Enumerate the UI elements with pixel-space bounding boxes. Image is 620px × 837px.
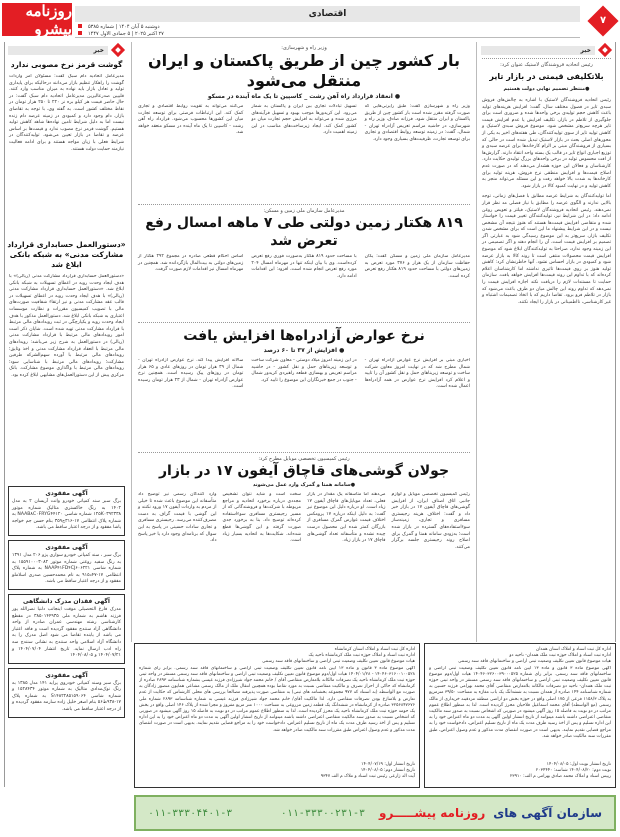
ad-title: آگهی مفقودی [45,671,88,679]
article-freeway-tolls [134,327,474,450]
notice-header: هیات موضوع قانون تعیین تکلیف وضعیت ثبتی اراضی و ساختمانهای فاقد سند رسمی [458,659,611,665]
ad-body: برگ سبز ، سند کمپانی خودرو سواری پژو ۲۰۶ مدل ۱۳۹۱ به رنگ سفید روغنی شماره موتور ۱۵۵۹۱۰۰۰۳۰۸۲ به شماره شاسی NAAP۴۱FD۴CJ۶۰۶۲۲۱ به شماره پلاک انتظامی ۱۷-۴۷د۹۱۵ به نام محمدحسین صدری اسلاملو مفقود و از درجه اعتبار ساقط می باشد. [12,552,122,585]
notice-header: اداره کل ثبت اسناد و املاک استان کرمانشاه [334,647,415,652]
right-column [478,42,616,642]
article-headline[interactable]: ۸۱۹ هکتار زمین دولتی طی ۷ ماهه امسال رفع تعرض شد [145,215,463,249]
notice-header: اداره ثبت اسناد و املاک حوزه ثبت ملک همدان- ناحیه دو [509,653,611,659]
article-body: «دستورالعمل حسابداری قرارداد مشارکت مدنی (ریالی)» با هدف ایجاد وحدت رویه در اعطای تسهیلات به شبکه بانکی ابلاغ شد. «دستورالعمل حسابداری قرارداد مشارکت مدنی (ریالی)» با هدف ایجاد وحدت رویه در اعطای تسهیلات در قالب عقد مشارکت مدنی و نیز ارتقاء شفافیت صورت‌های مالی با تصویب کمیسیون مقررات و نظارت موسسات اعتباری به شبکه بانکی ابلاغ شد. دستورالعمل مذکور با هدف ایجاد وحدت رویه و یکپارچگی در ثبت رویدادهای مالی مرتبط با قرارداد مشارکت مدنی تهیه شده است. شایان ذکر است امور رویدادهای مالی مرتبط با قرارداد مشارکت مدنی (ریالی) در دستورالعمل به شرح زیر می‌باشد: رویدادهای مالی مرتبط با انعقاد قرارداد مشارکت مدنی و اخذ وثایق؛ رویدادهای مالی مرتبط با آورده سهم‌الشرکه طرفین مشارکت؛ رویدادهای مالی مرتبط با شناسایی سود؛ رویدادهای مالی مرتبط با واگذاری موضوع مشارکت. بانک مرکزی پیش از این دستورالعمل‌های مشابهی ابلاغ کرده بود. [9,274,124,378]
article-headline[interactable]: بلاتکلیفی قیمتی در بازار تایر [489,72,604,81]
news-label: خبر [8,44,125,56]
article-body: می‌کنند می‌تواند به تقویت روابط اقتصادی و تجاری کمک کند. این ارتباطات فرصتی برای توسعه تجارت میان این کشورها محسوب می‌شود. قرارداد راه آهن رشت - کاسپین تا یک ماه آینده در مسکو منعقد خواهد شد. [138,104,244,136]
classified-ad [8,540,125,590]
article-headline[interactable]: جولان گوشی‌های قاچاق آیفون ۱۷ در بازار [158,463,450,479]
divider [138,204,470,205]
ads-contact-banner [134,795,616,831]
article-subhead: ● افزایش از ۳۷ تا ۶۰ درصد [263,347,345,354]
red-square-icon [78,31,82,35]
page-number-badge: ۷ [587,5,618,36]
notice-footer: رییس اسناد و املاک محمد صادق بهرامی م الف: ۲۳۹۱۰ [509,774,611,780]
issue-date-info [76,24,166,38]
date-line-1: دوشنبه ۵ آبان ۱۴۰۴ | شماره ۵۳۸۵ [88,24,160,30]
article-headline[interactable]: بار کشور چین از طریق پاکستان و ایران منتقل می‌شود [148,51,460,90]
legal-notice-kermanshah [134,643,420,788]
article-body: وزیر راه و شهرسازی گفت: طبق رایزنی‌هایی که صورت گرفته مقرر شده است بار کشور چین از طریق پاکستان و ایران منتقل شود. فرزانه صادق، وزیر راه و شهرسازی، در حاشیه مراسم تعریض آزادراه تهران - شمال، گفت: در زمینه توسعه روابط اقتصادی و تجاری برای توسعه تجارت، ظرفیت‌های بسیاری وجود دارد. [364,104,470,142]
date-line-2: ۲۷ اکتبر ۲۰۲۵ | ۵ جمادی الاول ۱۴۴۷ [88,31,164,37]
notice-footer: تاریخ انتشار اول: ۱۴۰۴/۰۷/۱۹ [361,761,415,767]
article-kicker: وزیر راه و شهرسازی: [281,45,327,51]
dotted-divider [482,58,611,59]
article-pakistan-transit [134,45,474,202]
article-body: سخت است و شاید نتوان تشخیص مجددی درباره برخورد اتحادیه و مراجع مربوطه با شرکت‌ها و فروشندگانی که از مسیر رجیستری مسافری سوءاستفاده کرده‌اند توضیح داد. بنا به برخورد جدی صورت گرفته و این گوشی‌ها قطع شده‌اند. شکایت‌ها به اتحادیه بسیار زیاد است. [222,492,301,544]
diamond-arrow-icon [111,43,125,57]
notice-footer: نوبت دوم: ۱۴۰۴/۰۸/۲۰ شناسه: ۲۰۳۴۴۴۰ [535,767,611,773]
news-label: خبر [481,44,612,56]
main-column [134,42,474,642]
column-divider [131,42,132,642]
notice-body: آگهی موضوع ماده ۳ قانون و ماده ۱۳ آیین نامه قانون تعیین تکلیف وضعیت ثبتی اراضی و ساختمانهای فاقد سند رسمی. برابر رای شماره ۱۴۰۴۶۰۳۲۶۰۰۳۹۰۰۰۵۲۵ هیات اول/دوم موضوع قانون تعیین تکلیف وضعیت ثبتی اراضی و ساختمانهای فاقد سند رسمی مستقر در واحد ثبتی حوزه ثبت ملک همدان- ناحیه دو تصرفات مالکانه بلامعارض متقاضی آقای محمد بهرامی فرزند حسین به شماره شناسنامه ۱۴۴ صادره از همدان نسبت به ششدانگ یک باب مغازه به مساحت ۳۹/۵۰ مترمربع به پلاک ۱۱۵۸/۳ فرعی از ۱۷۵ اصلی واقع در حوزه بخش دو اراضی منطقه مزدقینه خریداری از مالک رسمی (مع الواسطه) آقای محمد اسماعیل فلاحیان محرز گردیده است. لذا به منظور اطلاع عموم مراتب در دو نوبت به فاصله ۱۵ روز آگهی میشود در صورتی که اشخاص نسبت به صدور سند مالکیت متقاضی اعتراضی داشته باشند میتوانند از تاریخ انتشار اولین آگهی به مدت دو ماه اعتراض خود را به این اداره تسلیم و پس از اخذ رسید ظرف مدت یک ماه از تاریخ تسلیم اعتراض، دادخواست خود را به مراجع قضایی تقدیم نمایند. بدیهی است در صورت انقضای مدت مذکور و عدم وصول اعتراض، طبق مقررات سند مالکیت صادر خواهد شد. [429,665,611,739]
ad-title: آگهی مفقودی [45,490,88,497]
masthead [0,0,620,40]
phone-number-2[interactable]: ۰۱۱-۳۳۳۰۴۴۰۱-۳ [148,807,233,819]
left-column [4,42,128,787]
article-body: مدیرعامل اتحادیه دام سبک گفت: مسئولان امر واردات گوشت را راهکار تنظیم بازار می‌دانند درحالیکه برای پایداری تولید و تعادل بازار باید نهاده به میزان مناسب وارد کنند. قلیپین صدرعالیزین مدیرعامل اتحادیه دام سبک گفت: در حال حاضر قیمت هر کیلو بره نر ۲۲۰ تا ۲۵۰ هزار تومان در نقاط مختلف کشور است. به گفته وی، با توجه به تقاضای بازار، دام وجود دارد و کمبودی در زمینه عرضه دام زنده نیست اما به دلیل شرایط تامین نهاده‌ها شاهد کاهش تولید هستیم. گوشت قرمز نرخ مصوب ندارد و قیمت‌ها بر اساس عرضه و تقاضا در بازار تعیین می‌شود. تولیدکنندگان در شرایط فعلی با زیان مواجه هستند و برای ادامه فعالیت نیازمند حمایت دولت هستند. [9,74,124,152]
notice-footer: تاریخ انتشار نوبت اول: ۱۴۰۴/۰۸/۰۵ [546,761,611,767]
newspaper-logo[interactable]: روزنامه پیشرو [2,3,72,36]
article-subhead: ●سامانه همتا و گمرک وارد عمل می‌شوند [252,482,356,488]
classified-ad [8,486,125,536]
article-headline[interactable]: نرخ عوارض آزادراه‌ها افزایش یافت [183,328,425,344]
article-body: می‌دهند اما متأسفانه یک مقدار در بازار فعلی، تعداد موبایل‌های قاچاق آیفون ۱۷ زیاد است. او درباره دلیل این موضوع نیز گفت: به دلیل اینکه درباره ۱۷ پرومکس اختلاف قیمت عوارض گمرک مسافری از بازرگان کمتر شده این محصول درست چیده نشده و متأسفانه تعداد گوشی‌های قاچاق ۱۷ در بازار زیاد. [307,492,386,544]
notice-header: هیات موضوع قانون تعیین تکلیف وضعیت ثبتی اراضی و ساختمانهای فاقد سند رسمی [262,659,415,665]
article-body: اما تولیدکنندگان به شرایط عرضه مطابق با فصل‌های زمانی، توجه بالایی ندارند و الگوی عرضه را مطابق با نیاز فصلی مد نظر قرار نمی‌دهند. رئیس اتحادیه فروشندگان لاستیک، فیلتر و تعویض روغن ادامه داد: در این شرایط نیز، تولیدکنندگان تغییر قیمت را خواستار شده و متقاضی افزایش قیمت‌ها هستند که هنوز نتیجه آن مشخص نیست و در این شرایط پیشنهاد ما این است که برای مشخص شدن تکلیف بازار، سریع‌تر به این موضوع رسیدگی شود به عبارتی اگر تصمیم بر افزایش قیمت است، آن را انجام دهند و اگر تصمیمی در این زمینه وجود ندارد، صراحتا به تولیدکنندگان ابلاغ شود که موضوع افزایش قیمت محصولات منتفی است تا روند کالا به بازار عرضه شود و کمبودی در بازار احساس نشود. آنها خاطرنشان کرد: کاهش تولید هنوز بر روی قیمت‌ها تاثیری نداشته اما کارشناسان اعلام کرده‌اند که با تداوم این روند قیمت‌ها افزایش خواهد یافت. سازمان حمایت تا مستندات لازم را دریافت نکند اجازه افزایش قیمت را نمی‌دهد که تداوم روند این چالش میان دو طرف باعث می‌شود که بازار در تلاطم فرو برود. تقاضا داریم که با اتخاذ تصمیمات اشتباه و غیر کارشناسی، نااطمینانی در بازار را ایجاد نکنند. [482,194,611,305]
notice-footer: تاریخ انتشار دوم: ۱۴۰۴/۰۸/۰۵ [360,767,415,773]
divider [138,452,470,453]
ad-title: آگهی فقدان مدرک دانشگاهی [23,597,110,605]
header-divider [75,37,580,38]
red-square-icon [78,24,82,28]
legal-notice-hamedan [424,643,616,788]
article-body: مدیرعامل سازمان ملی زمین و مسکن گفت: یگان حفاظت سازمان از یک هزار و ۳۷۶ مورد تعرض به زمین‌های دولتی با مساحت حدود ۸۱۹ هکتار رفع تعرض کرده است. [364,254,470,279]
article-iphone-smuggling [134,456,474,610]
ads-org-label: سازمان آگهی های [493,806,602,820]
article-body: اخباری مبنی بر افزایش نرخ عوارض آزادراه تهران - شمال مطرح شد که در نهایت امروز معاون شرکت ساخت و توسعه زیربناهای حمل و نقل کشور آن را تایید و اعلام کرد افزایش نرخ عوارض در همه آزادراه‌ها اعمال شده است. [364,358,470,390]
article-subhead: ●منتظر تصمیم نهایی دولت هستیم [503,86,590,92]
section-title: اقتصادی [75,6,580,22]
notice-header: اداره ثبت اسناد و املاک حوزه ثبت ملک کرمانشاه ناحیه یک [308,653,415,659]
paper-name: روزنامه پیشـــــرو [379,806,486,820]
notice-footer: آیت اله زارعی رئیس ثبت اسناد و ملاک م الف ۹۳۴۷ [320,774,415,780]
article-headline[interactable]: گوشت قرمز نرخ مصوبی ندارد [10,60,123,69]
article-land-encroachment [134,208,474,320]
article-body: اساس احکام قطعی صادره در مجموع ۲۹۲ هکتار از زمین‌های دولتی به بیت‌المال بازگردانده شد. همچنین در مهرماه امسال نیز اقدامات لازم صورت گرفت. [138,254,244,273]
ad-body: برگ سبز وسند کمپانی خودروی پراید ۱۴۱ مدل ۱۳۸۵ به رنگ نوک‌مدادی متالیک به شماره موتور ۱۵۲۸۴۳۴ و شماره شاسی S۱۴۸۲۲۸۵۱۵۹۰۶۴ به شماره پلاک ۱۷-۹۳۸ط۵۶ بنام اصغر خلیل زاده سارمه مفقود گردیده و از درجه اعتبار ساقط می باشد. [12,680,121,713]
ad-body: برگ سبز سند کمپانی خودرو وانت آریسان ۲ به مدل ۱۴۰۲ به رنگ خاکستری متالیک شماره موتور ۱۲۵K۰۳۹۲۳۳۸ شماره شاسی NAAB۸C۰FRYG۴۴۱۲۰ به شماره پلاک انتظامی ۱۷-۳۱۶ج۳۵۹ بنام حسن جم خواجه پاشا مفقود و از درجه اعتبار ساقط می باشد. [12,499,121,531]
article-body: وارد کنندگان رسمی نیز توضیح داد متأسفانه این موضوع باعث شده تا خیلی از مردم به واردات آیفون ۱۷ ورود نکنند و این گوشی با قیمت گزاف به دست مصرف‌کننده می‌رسد. رجیستری مسافری و تجاری سادات حسینی در پاسخ به این سوال که برنامه‌ای وجود دارد یا خیر پاسخ داد. [138,492,217,544]
classified-ad [8,668,125,718]
ad-title: آگهی مفقودی [45,543,88,551]
divider [138,322,470,323]
article-body: رئیس کمیسیون تخصصی موبایل و لوازم جانبی اتاق اصناف ایران، از افزایش گوشی‌های قاچاق آیفون ۱۷ در بازار خبر داد و گفت: اختلاف هزینه رجیستری مسافری و تجاری، زمینه‌ساز سوءاستفاده‌های گسترده در بازار شده است؛ به‌زودی سامانه همتا و گمرک برای اصلاح روند رجیستری جلسه برگزار می‌کنند. [391,492,471,550]
article-kicker: رئیس اتحادیه فروشندگان لاستیک عنوان کرد: [500,62,593,68]
ad-body: مدرک فارغ التحصیلی موقت اینجانب دلنیا نصرالله پور فرزند هاشم به شماره ملی ۳۸۵۰۱۴۴۹۳۵ در مقطع کارشناسی رشته مهندسی عمران صادره از واحد دانشگاهی آزاد سنندج مفقود گردیده است و فاقد اعتبار می باشد از یابنده تقاضا می شود اصل مدرک را به دانشگاه آزاد اسلامی واحد سنندج به نشانی سنندج سه راه ادب ارسال نماید. تاریخ انتشار ۱۴۰۴/۰۷/۰۴ و ۱۴۰۴/۰۷/۲۱ و ۱۴۰۴/۰۸/۰۵ [12,606,122,659]
article-body: تسهیل تبادلات تجاری بین ایران و پاکستان به شمار می‌رود. این کریدورها موجب بهبود و تسهیل فرآیندهای مرزی شده و می‌تواند به افزایش حجم تجارت میان دو کشور کمک کند. ایجاد زیرساخت‌های مناسب در این زمینه اهمیت دارد. [251,104,357,136]
article-subhead: ● انعقاد قرارداد راه آهن رشت _ کاسپین تا یک ماه آینده در مسکو [207,93,401,100]
article-body: در این زمینه امروز میلاد دوستی - معاون شرکت ساخت و توسعه زیربناهای حمل و نقل کشور - در حاشیه مراسم تعریض و بهسازی قطعه راهبردی کریدور شمال - جنوب در جمع خبرنگاران این موضوع را تایید کرد. [251,358,357,383]
phone-number-1[interactable]: ۰۱۱-۳۳۳۰۰۲۳۱-۳ [280,807,366,819]
article-body: با مساحت حدود ۸۱۹ هکتار به‌صورت فوری رفع تعرض کرده‌است. وی با بیان اینکه تنها در مهرماه امسال ۲۰۴ مورد رفع تعرض انجام شده است، افزود: این اقدامات ادامه دارد. [251,254,357,279]
notice-header: اداره کل ثبت اسناد و املاک استان همدان [535,647,611,652]
article-kicker: مدیرعامل سازمان ملی زمین و مسکن: [263,208,345,214]
article-kicker: رئیس کمیسیون تخصصی موبایل مطرح کرد: [258,456,350,462]
classified-ad [8,594,125,664]
notice-body: آگهی موضوع ماده ۳ قانون و ماده ۱۳ آیین نامه قانون تعیین تکلیف وضعیت ثبتی اراضی و ساختمانهای فاقد سند رسمی. برابر رای شماره ۱۴۰۴۶۰۳۱۶۰۰۱۰۰۵۲۸ - ۱۴۰۴/۰۱/۲۸ هیات اول/دوم موضوع قانون تعیین تکلیف وضعیت ثبتی اراضی و ساختمانهای فاقد سند رسمی مستقر در واحد ثبتی حوزه ثبت ملک کرمانشاه ناحیه یک تصرفات مالکانه بلامعارض متقاضی آقای / خانم محمد جواد شیرزادی فرزند عیسی بشماره شناسنامه ۲۸۹۳ صادره از کرمانشاه که حاکی از احراز تصرف و مالکیت متقاضی نسبت به مورد تقاضا بوده همچنین انتقال ملک از مالک رسمی مشاعی همایون منصور زادگان به صورت مع الواسطه (به استناد که ۹۷۷ مجموعه بخشنامه های ثبتی) به متقاضی صورت پذیرفته مصالحا بررسی های محلی کارشناس که حکایت از عدم تعارض و بلامنازع بودن تصرفات متقاضی دارد. لذا مالکیت آقای/ خانم محمد جواد شیرزادی فرزند عیسی به شماره شناسنامه ۲۸۹۳ شماره ملی ۳۲۵۶۸۴۷۶۷۶ صادره از کرمانشاه در ششدانگ یک قطعه زمین مزروعی به مساحت ۱۰۰۰ متر مربع مفروز و مجزا شده از پلاک ۱۴۶ اصلی واقع در بخش یک حومه حوزه ثبت ملک کرمانشاه ناحیه یک محرز گردیده است. لذا به منظور اطلاع عموم مراتب در دو نوبت به فاصله ۱۵ روز آگهی میشود در صورتی که اشخاص نسبت به صدور سند مالکیت متقاضی اعتراضی داشته باشند میتوانند از تاریخ انتشار اولین آگهی به مدت دو ماه اعتراض خود را به این اداره تسلیم و پس از اخذ رسید ظرف مدت یک ماه از تاریخ تسلیم اعتراض، دادخواست خود را به مراجع قضایی تقدیم نمایند. بدیهی است در صورت انقضای مدت مذکور و عدم وصول اعتراض طبق مقررات سند مالکیت صادر خواهد شد. [139,665,415,733]
column-divider [476,42,477,642]
article-body: سالانه افزایش پیدا کند. نرخ عوارض آزادراه تهران - شمال از ۳۹ هزار تومان در روزهای عادی و ۶۵ هزار تومان در روزهای پیک رسیده است. همچنین نرخ عوارض آزادراه تهران - شمال از ۲۳ هزار تومان رسیده است. [138,358,244,390]
article-body: رئیس اتحادیه فروشندگان لاستیک با اشاره به چالش‌های فروش سبدی تایر در فصول مختلف سال، گفت: افزایش هزینه‌های تولید باعث کاهش حجم تولیدی برخی واحدها شده و ضروری است برای جلوگیری از تلاطم در بازار، تکلیف افزایش یا عدم افزایش قیمت تایر هرچه سریع‌تر مشخص شود. موضوع فروش سبدی لاستیک و کاهش تولید تایر از سوی تولیدکنندگان، طی هفته‌های اخیر به یکی از محورهای اصلی بحث در بازار لاستیک تبدیل شده است در حالی که بسیاری از فروشندگان مبنی بر الزام کارخانه‌ها برای عرضه سبدی و توزیع اجباری انواع تایر در قالب یک بسته واحد انتقاد دارند. گزارش‌ها از افت محسوس تولید در برخی واحدهای بزرگ تولیدی حکایت دارد. کارشناسان و فعالان این حوزه هشدار می‌دهند که در صورت عدم اصلاح قیمت‌ها و افزایش منطقی نرخ فروش، هزینه تولید برای کارخانه‌ها به شدت بالا خواهد رفت و این مسئله می‌تواند منجر به کاهش تولید و در نهایت کمبود کالا در بازار شود. [482,98,611,189]
article-headline[interactable]: «دستورالعمل حسابداری قرارداد مشارکت مدنی» به شبکه بانکی ابلاغ شد [7,240,126,269]
diamond-arrow-icon [598,43,612,57]
